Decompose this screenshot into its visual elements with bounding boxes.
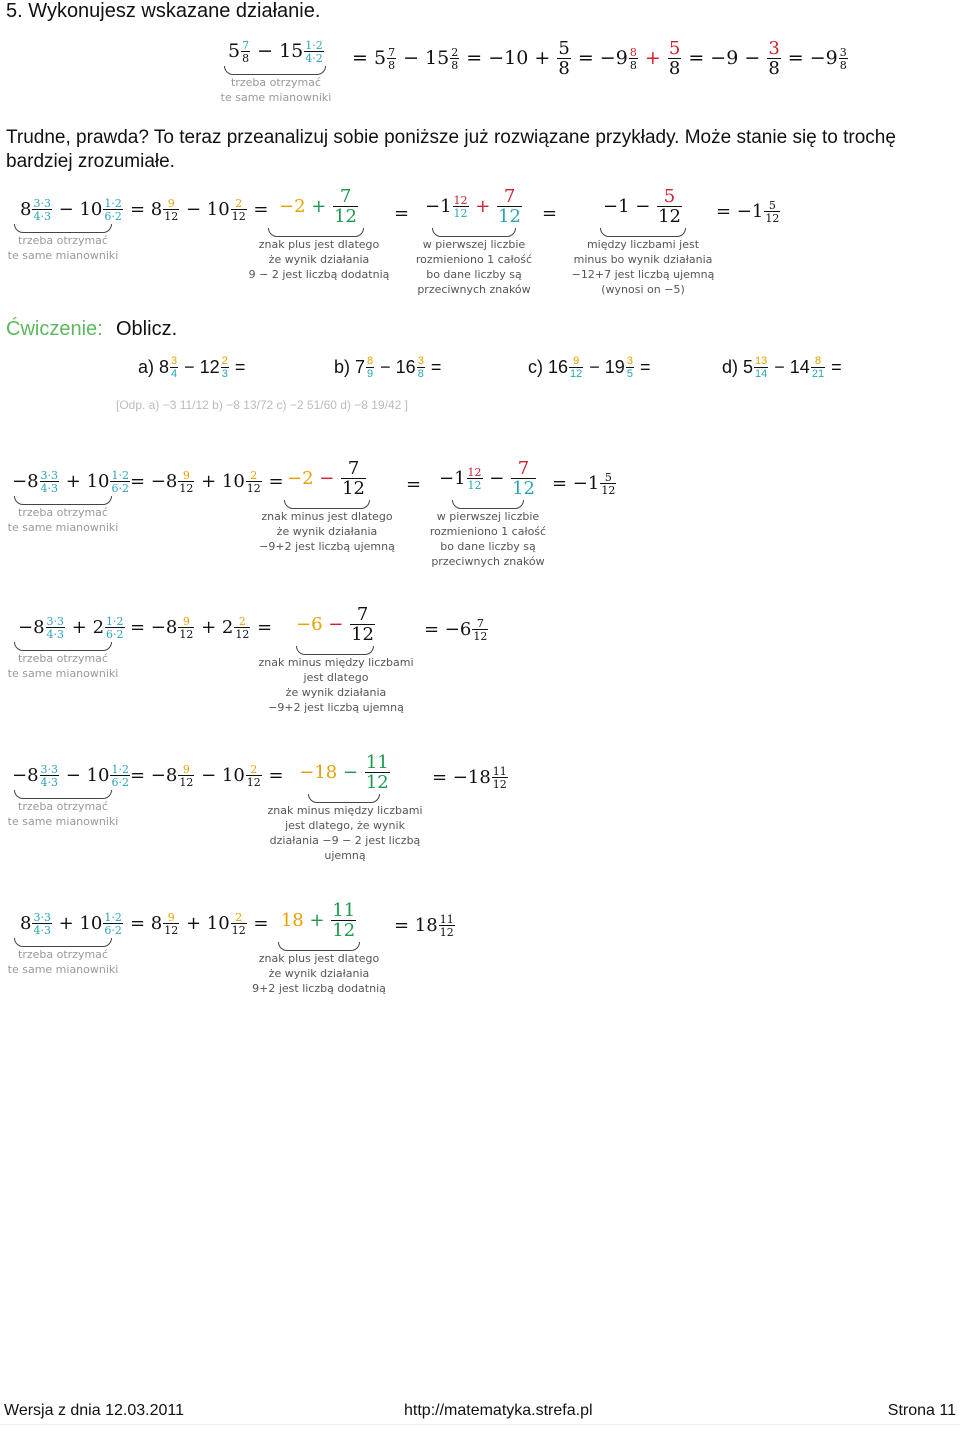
example-5-lhs: 8 $\frac{3\cdot 3}{4\cdot 3}$ + 10 $\frac{1\cdot 2}{6\cdot 2}$ trzeba otrzymać te same mianowniki bbox=[7, 911, 122, 976]
example-0-solution: = 5 $\frac{7}{8}$ − 15 $\frac{2}{8}$ = −10 + $\frac{5}{8}$ = −9 $\frac{8}{8}$ + $\frac{5}{8}$ = −9 − $\frac{3}{8}$ = −9 $\frac{3}{8}$ bbox=[352, 38, 847, 79]
underbrace bbox=[224, 66, 326, 75]
example-5-step2: 18 + $\frac{11}{12}$ znak plus jest dlatego że wynik działania 9+2 jest liczbą dodatnią bbox=[252, 900, 386, 995]
example-3-lhs: −8 $\frac{3\cdot 3}{4\cdot 3}$ + 2 $\frac{1\cdot 2}{6\cdot 2}$ trzeba otrzymać te same mianowniki bbox=[7, 615, 124, 680]
exercise-label: Ćwiczenie: bbox=[6, 318, 103, 340]
example-2-lhs: −8 $\frac{3\cdot 3}{4\cdot 3}$ + 10 $\frac{1\cdot 2}{6\cdot 2}$ trzeba otrzymać te same mianowniki bbox=[7, 469, 129, 534]
footer-page: Strona 11 bbox=[887, 1402, 956, 1419]
section-heading: 5. Wykonujesz wskazane działanie. bbox=[6, 0, 321, 22]
example-1-step3: −1 $\frac{12}{12}$ + $\frac{7}{12}$ w pierwszej liczbie rozmieniono 1 całość bo dane liczby są przeciwnych znaków bbox=[415, 186, 533, 296]
footer-url[interactable]: http://matematyka.strefa.pl bbox=[404, 1402, 593, 1419]
footer-version: Wersja z dnia 12.03.2011 bbox=[4, 1402, 184, 1419]
example-4-step1: = −8 $\frac{9}{12}$ − 10 $\frac{2}{12}$ = bbox=[130, 763, 284, 789]
exercise-item-d: d) 5 $\frac{13}{14}$ − 14 $\frac{8}{21}$ = bbox=[722, 355, 842, 380]
example-2-step2: −2 − $\frac{7}{12}$ znak minus jest dlatego że wynik działania −9+2 jest liczbą ujemną bbox=[259, 458, 395, 553]
example-1-step1: = 8 $\frac{9}{12}$ − 10 $\frac{2}{12}$ = bbox=[130, 197, 269, 223]
exercise-item-b: b) 7 $\frac{8}{9}$ − 16 $\frac{3}{8}$ = bbox=[334, 355, 442, 380]
footer-divider bbox=[0, 1424, 960, 1425]
exercise-answers: [Odp. a) −3 11/12 b) −8 13/72 c) −2 51/60 d) −8 19/42 ] bbox=[116, 398, 408, 412]
example-3-step2: −6 − $\frac{7}{12}$ znak minus między liczbami jest dlatego że wynik działania −9+2 jest liczbą ujemną bbox=[258, 604, 414, 714]
example-3-step1: = −8 $\frac{9}{12}$ + 2 $\frac{2}{12}$ = bbox=[130, 615, 273, 641]
example-1-lhs: 8 $\frac{3\cdot 3}{4\cdot 3}$ − 10 $\frac{1\cdot 2}{6\cdot 2}$ trzeba otrzymać te same mianowniki bbox=[7, 197, 122, 262]
example-5-step1: = 8 $\frac{9}{12}$ + 10 $\frac{2}{12}$ = bbox=[130, 911, 269, 937]
example-1-step2: −2 + $\frac{7}{12}$ znak plus jest dlatego że wynik działania 9 − 2 jest liczbą dodatnią bbox=[248, 186, 390, 281]
example-3-result: = −6 $\frac{7}{12}$ bbox=[424, 617, 488, 643]
example-0-lhs: 5 $\frac{7}{8}$ − 15 $\frac{1\cdot 2}{4\cdot 2}$ trzeba otrzymać te same mianowniki bbox=[220, 39, 332, 104]
example-1-result: = −1 $\frac{5}{12}$ bbox=[716, 199, 780, 225]
exercise-item-c: c) 16 $\frac{9}{12}$ − 19 $\frac{3}{5}$ = bbox=[528, 355, 651, 380]
exercise-item-a: a) 8 $\frac{3}{4}$ − 12 $\frac{2}{3}$ = bbox=[138, 355, 246, 380]
example-4-step2: −18 − $\frac{11}{12}$ znak minus między liczbami jest dlatego, że wynik działania −9 − 2 jest liczbą ujemną bbox=[267, 752, 423, 862]
example-2-result: = −1 $\frac{5}{12}$ bbox=[552, 471, 616, 497]
example-1-step4: −1 − $\frac{5}{12}$ między liczbami jest minus bo wynik działania −12+7 jest liczbą ujemną (wynosi on −5) bbox=[571, 186, 715, 296]
intro-paragraph: Trudne, prawda? To teraz przeanalizuj sobie poniższe już rozwiązane przykłady. Może stanie się to trochę bardziej zrozumiałe. bbox=[6, 127, 896, 172]
exercise-instruction: Oblicz. bbox=[116, 318, 178, 340]
example-4-result: = −18 $\frac{11}{12}$ bbox=[432, 765, 507, 791]
example-2-step3: −1 $\frac{12}{12}$ − $\frac{7}{12}$ w pierwszej liczbie rozmieniono 1 całość bo dane liczby są przeciwnych znaków bbox=[429, 458, 547, 568]
example-5-result: = 18 $\frac{11}{12}$ bbox=[394, 913, 454, 939]
example-4-lhs: −8 $\frac{3\cdot 3}{4\cdot 3}$ − 10 $\frac{1\cdot 2}{6\cdot 2}$ trzeba otrzymać te same mianowniki bbox=[7, 763, 129, 828]
example-2-step1: = −8 $\frac{9}{12}$ + 10 $\frac{2}{12}$ = bbox=[130, 469, 284, 495]
